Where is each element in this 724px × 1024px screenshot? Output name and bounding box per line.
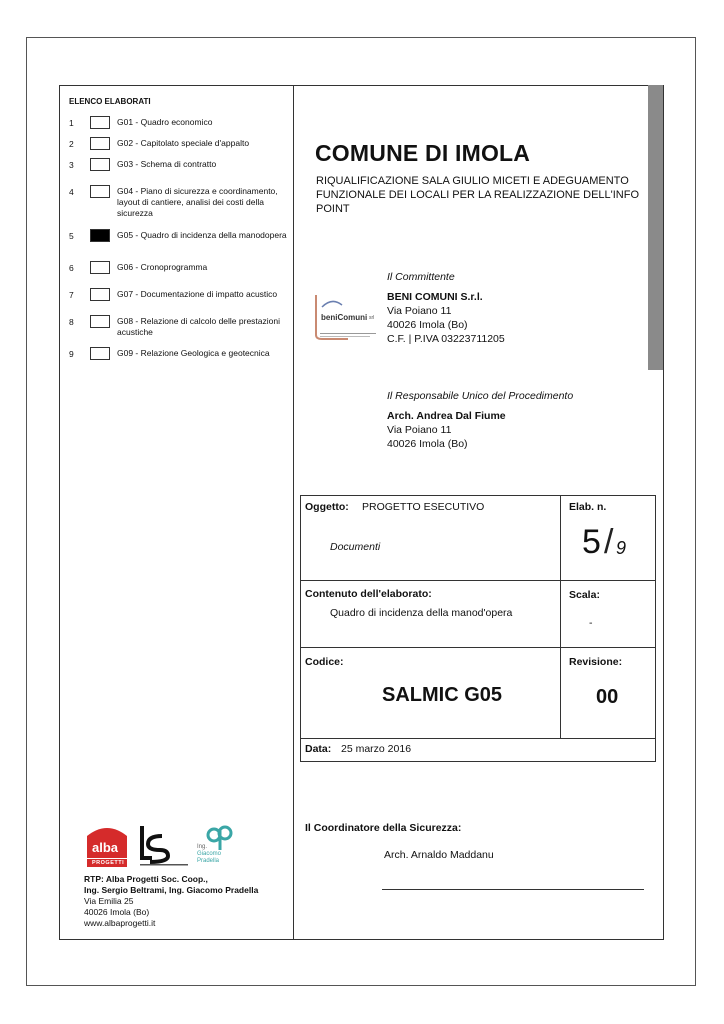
title-block-hline xyxy=(300,647,656,648)
item-checkbox[interactable] xyxy=(90,347,110,360)
logo-text: beniComuni xyxy=(321,313,368,322)
elab-separator: / xyxy=(604,523,614,561)
footer-address: Via Emilia 25 xyxy=(84,896,134,906)
item-number: 8 xyxy=(69,317,74,327)
side-gray-bar xyxy=(648,85,663,370)
elab-total: 9 xyxy=(616,538,627,558)
pradella-logo xyxy=(196,822,240,868)
responsabile-city: 40026 Imola (Bo) xyxy=(387,438,468,450)
item-label: G01 - Quadro economico xyxy=(117,117,213,127)
item-label: G02 - Capitolato speciale d'appalto xyxy=(117,138,250,148)
title-block xyxy=(300,495,656,762)
item-number: 3 xyxy=(69,160,74,170)
signature-line xyxy=(382,889,644,890)
logo-suffix: srl xyxy=(369,315,375,321)
pradella-giacomo: Giacomo xyxy=(197,851,222,857)
item-checkbox[interactable] xyxy=(90,185,110,198)
responsabile-label: Il Responsabile Unico del Procedimento xyxy=(387,390,574,402)
revisione-value: 00 xyxy=(596,686,619,708)
item-checkbox[interactable] xyxy=(90,315,110,328)
item-checkbox[interactable] xyxy=(90,137,110,150)
beltrami-logo xyxy=(138,824,190,868)
project-subtitle: RIQUALIFICAZIONE SALA GIULIO MICETI E ADEGUAMENTO FUNZIONALE DEI LOCALI PER LA REALIZZAZIONE DELL'INFO POINT xyxy=(316,175,640,215)
beni-comuni-logo xyxy=(312,291,380,343)
committente-label: Il Committente xyxy=(387,271,455,283)
elenco-title: ELENCO ELABORATI xyxy=(69,97,151,106)
item-checkbox[interactable] xyxy=(90,288,110,301)
item-number: 2 xyxy=(69,139,74,149)
item-checkbox[interactable] xyxy=(90,261,110,274)
item-number: 5 xyxy=(69,231,74,241)
responsabile-name: Arch. Andrea Dal Fiume xyxy=(387,410,506,422)
item-number: 9 xyxy=(69,349,74,359)
item-checkbox-selected[interactable] xyxy=(90,229,110,242)
item-label: G09 - Relazione Geologica e geotecnica xyxy=(117,348,270,358)
item-label: G07 - Documentazione di impatto acustico xyxy=(117,289,278,299)
title-block-vdivider xyxy=(560,495,561,739)
alba-logo-text: alba xyxy=(92,840,119,855)
coordinatore-label: Il Coordinatore della Sicurezza: xyxy=(305,822,462,834)
comune-title: COMUNE DI IMOLA xyxy=(315,140,531,166)
item-label: G05 - Quadro di incidenza della manodopera xyxy=(117,230,287,240)
elab-label: Elab. n. xyxy=(569,501,607,513)
pradella-ing: Ing. xyxy=(197,844,208,850)
pradella-name: Pradella xyxy=(197,858,220,864)
coordinatore-name: Arch. Arnaldo Maddanu xyxy=(384,849,494,861)
codice-value: SALMIC G05 xyxy=(382,684,503,706)
committente-fiscal: C.F. | P.IVA 03223711205 xyxy=(387,333,505,345)
oggetto-label: Oggetto: xyxy=(305,501,349,513)
title-block-hline xyxy=(300,580,656,581)
data-value: 25 marzo 2016 xyxy=(341,743,412,755)
item-number: 7 xyxy=(69,290,74,300)
data-label: Data: xyxy=(305,743,332,755)
item-label: G06 - Cronoprogramma xyxy=(117,262,208,272)
item-label: G08 - Relazione di calcolo delle prestazioni acustiche xyxy=(117,316,281,337)
footer-website[interactable]: www.albaprogetti.it xyxy=(84,918,156,928)
contenuto-label: Contenuto dell'elaborato: xyxy=(305,588,432,600)
item-checkbox[interactable] xyxy=(90,116,110,129)
contenuto-value: Quadro di incidenza della manod'opera xyxy=(330,607,513,619)
codice-label: Codice: xyxy=(305,656,344,668)
item-label: G03 - Schema di contratto xyxy=(117,159,217,169)
item-number: 6 xyxy=(69,263,74,273)
scala-label: Scala: xyxy=(569,589,600,601)
item-number: 4 xyxy=(69,187,74,197)
footer-rtp: RTP: Alba Progetti Soc. Coop., xyxy=(84,874,208,884)
alba-progetti-logo xyxy=(84,822,130,868)
committente-address: Via Poiano 11 xyxy=(387,305,452,317)
title-block-hline xyxy=(300,738,656,739)
item-checkbox[interactable] xyxy=(90,158,110,171)
item-label: G04 - Piano di sicurezza e coordinamento, layout di cantiere, analisi dei costi della sicurezza xyxy=(117,186,278,218)
documenti-label: Documenti xyxy=(330,541,381,553)
elab-number: 5 xyxy=(582,523,601,561)
responsabile-address: Via Poiano 11 xyxy=(387,424,452,436)
alba-logo-sub: PROGETTI xyxy=(92,860,125,866)
scala-value: - xyxy=(589,617,593,629)
column-divider xyxy=(293,85,294,940)
revisione-label: Revisione: xyxy=(569,656,623,668)
footer-engineers: Ing. Sergio Beltrami, Ing. Giacomo Pradella xyxy=(84,885,259,895)
footer-city: 40026 Imola (Bo) xyxy=(84,907,150,917)
item-number: 1 xyxy=(69,118,74,128)
oggetto-value: PROGETTO ESECUTIVO xyxy=(362,501,485,513)
committente-name: BENI COMUNI S.r.l. xyxy=(387,291,483,303)
committente-city: 40026 Imola (Bo) xyxy=(387,319,468,331)
